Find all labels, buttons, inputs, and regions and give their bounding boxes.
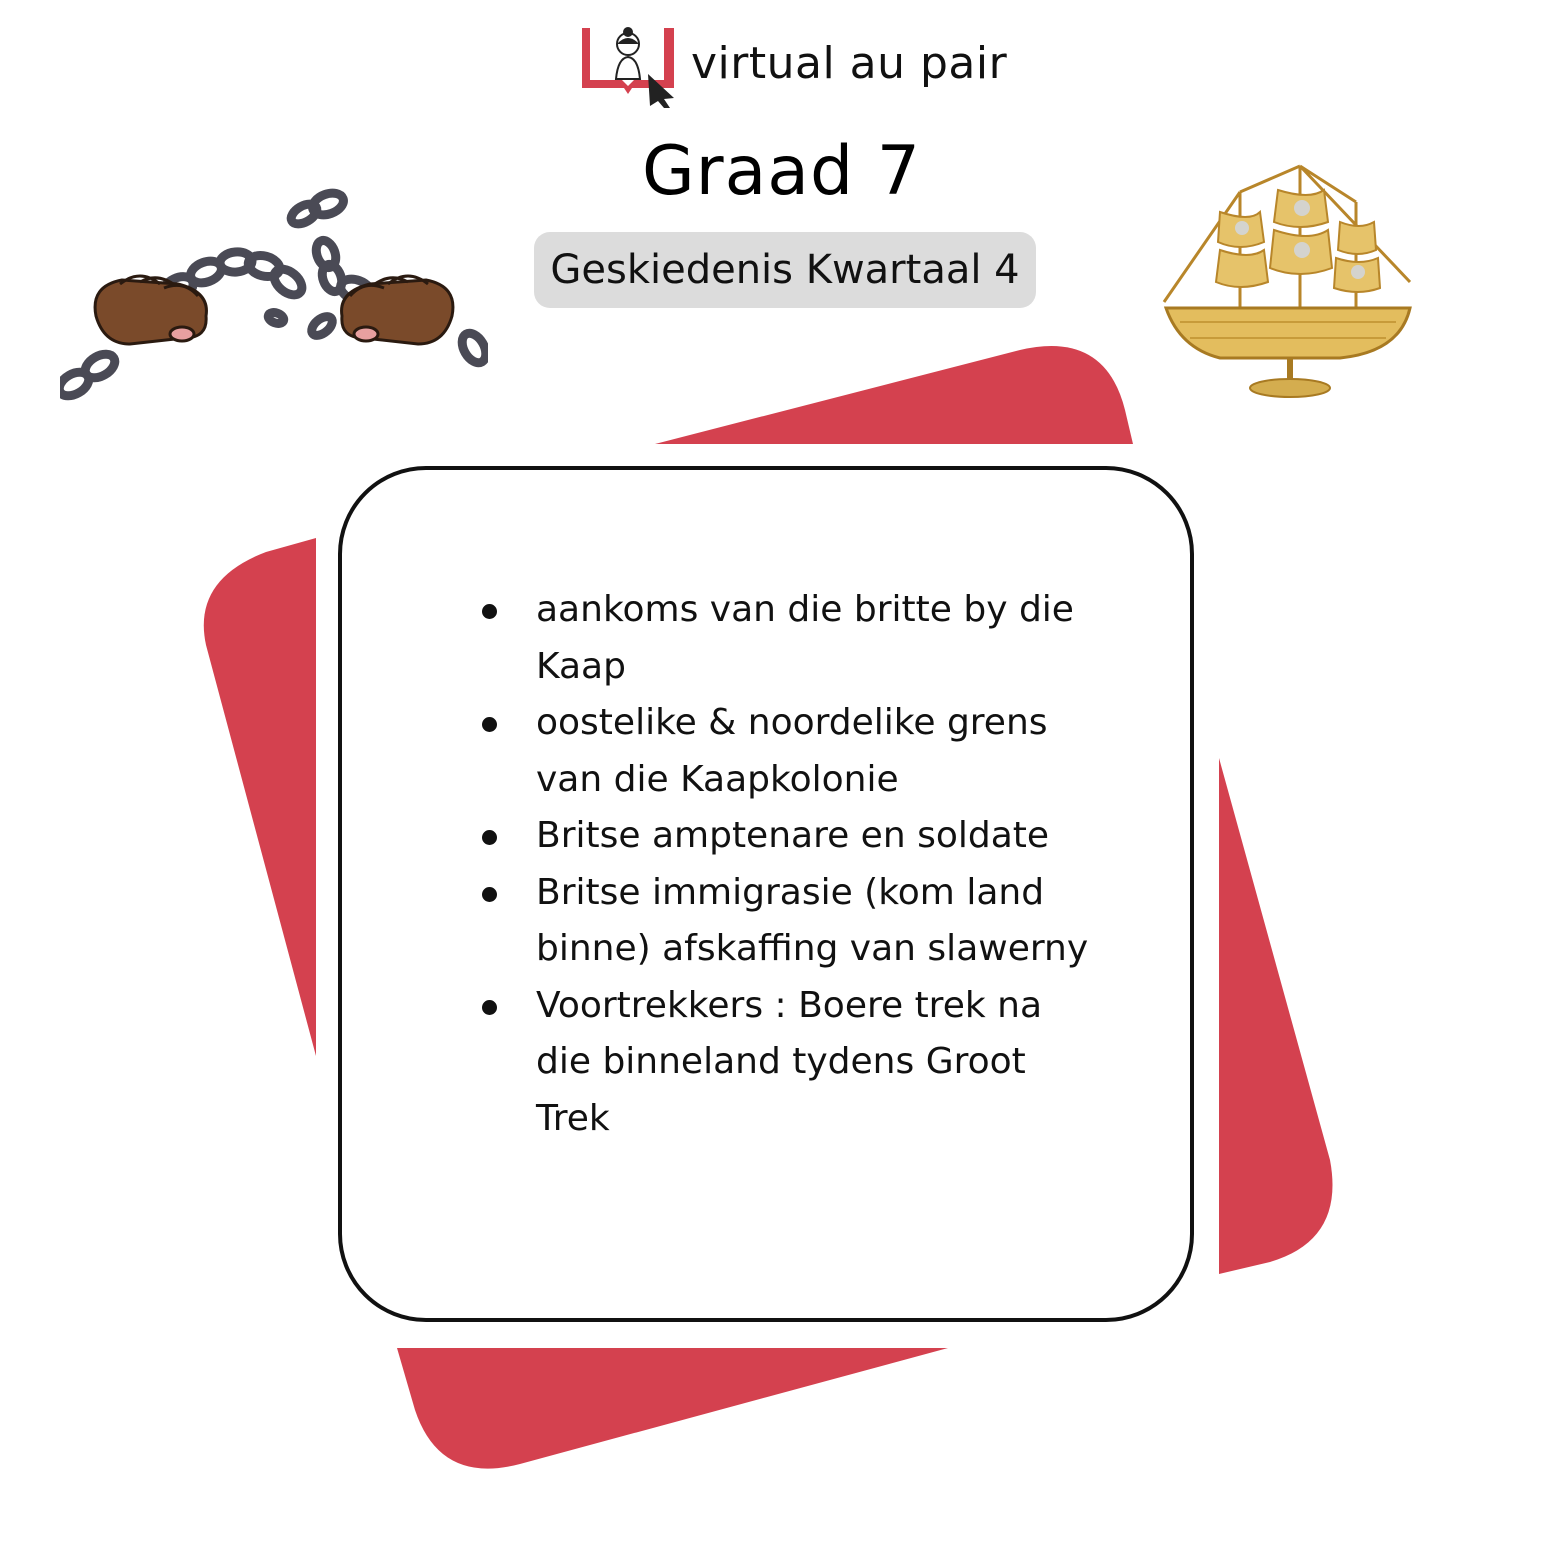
red-tile-back — [655, 346, 1133, 444]
list-item: oostelike & noordelike grens van die Kaapkolonie — [536, 695, 1096, 808]
golden-ship-icon — [1160, 162, 1420, 402]
list-item: Voortrekkers : Boere trek na die binneland tydens Groot Trek — [536, 978, 1096, 1148]
open-book-cursor-icon — [578, 24, 678, 108]
subject-badge: Geskiedenis Kwartaal 4 — [534, 232, 1036, 308]
list-item: aankoms van die britte by die Kaap — [536, 582, 1096, 695]
topics-card — [338, 466, 1194, 1322]
page-title: Graad 7 — [641, 132, 922, 211]
topics-list — [536, 582, 1096, 1147]
red-tile-right — [1219, 758, 1333, 1274]
broken-chain-fists-icon — [60, 188, 488, 408]
list-item: Britse amptenare en soldate — [536, 808, 1096, 865]
red-tile-bottom — [397, 1348, 948, 1469]
red-tile-left — [204, 538, 316, 1056]
list-item: Britse immigrasie (kom land binne) afskaffing van slawerny — [536, 865, 1096, 978]
brand-name: virtual au pair — [691, 38, 1008, 89]
